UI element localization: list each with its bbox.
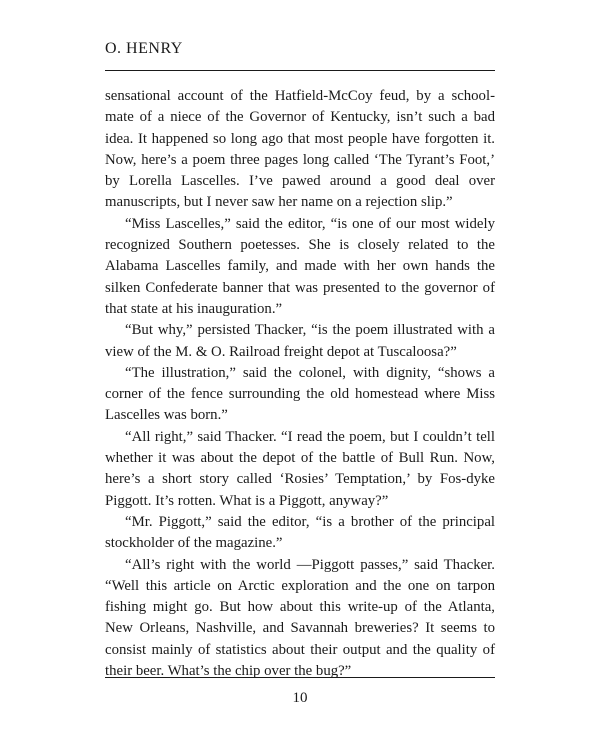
- paragraph: “Miss Lascelles,” said the editor, “is one of our most widely recognized Southern poetesses. She is closely related to the Alabama Lascelles family, and made with her own hands the silken Confederate banner that was presented to the governor of that state at his inauguration.”: [105, 215, 495, 317]
- footer-rule: [105, 677, 495, 678]
- paragraph: sensational account of the Hatfield-McCoy feud, by a school-mate of a niece of the Governor of Kentucky, isn’t such a bad idea. It happened so long ago that most people have forgotten it. Now, here’s a poem three pages long called ‘The Tyrant’s Foot,’ by Lorella Lascelles. I’ve pawed around a good deal over manuscripts, but I never saw her name on a rejection slip.”: [105, 88, 495, 211]
- paragraph: “Mr. Piggott,” said the editor, “is a brother of the principal stockholder of the magazine.”: [105, 513, 495, 552]
- page-body: [105, 86, 495, 682]
- page-number: 10: [292, 690, 308, 706]
- paragraph: “All right,” said Thacker. “I read the poem, but I couldn’t tell whether it was about the depot of the battle of Bull Run. Now, here’s a short story called ‘Rosies’ Temptation,’ by Fos-dyke Piggott. It’s rotten. What is a Piggott, anyway?”: [105, 428, 495, 509]
- paragraph: “The illustration,” said the colonel, with dignity, “shows a corner of the fence surrounding the old homestead where Miss Lascelles was born.”: [105, 364, 495, 424]
- header-rule: [105, 70, 495, 71]
- paragraph: “But why,” persisted Thacker, “is the poem illustrated with a view of the M. & O. Railroad freight depot at Tuscaloosa?”: [105, 322, 495, 360]
- running-head: O. HENRY: [105, 40, 183, 57]
- paragraph: “All’s right with the world —Piggott passes,” said Thacker. “Well this article on Arctic exploration and the one on tarpon fishing might go. But how about this write-up of the Atlanta, New Orleans, Nashville, and Savannah breweries? It seems to consist mainly of statistics about their output and the quality of their beer. What’s the chip over the bug?”: [105, 556, 495, 680]
